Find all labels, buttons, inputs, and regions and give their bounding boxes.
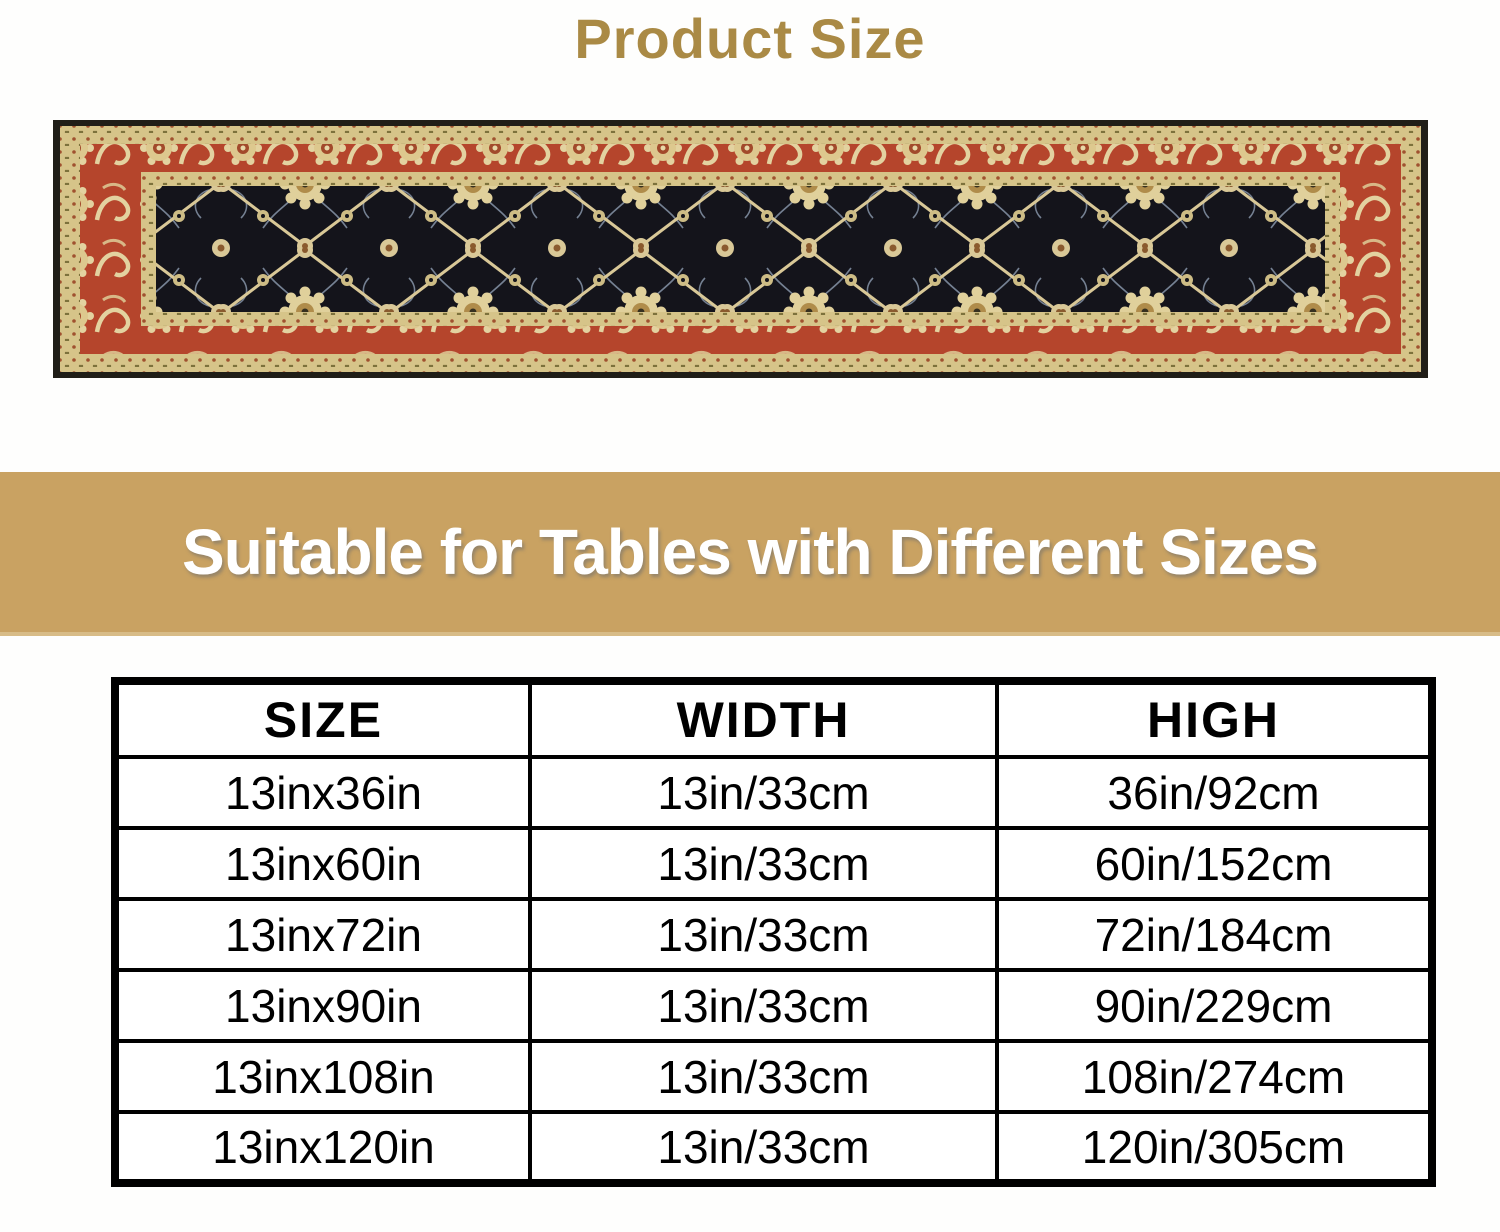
table-row: [115, 757, 1432, 828]
cell-width: 13in/33cm: [530, 970, 997, 1041]
cell-high: 72in/184cm: [997, 899, 1432, 970]
cell-size: 13inx108in: [115, 1041, 530, 1112]
size-table-header-row: [115, 681, 1432, 757]
banner-text: Suitable for Tables with Different Sizes: [182, 516, 1318, 588]
cell-high: 36in/92cm: [997, 757, 1432, 828]
table-row: [115, 899, 1432, 970]
cell-size: 13inx72in: [115, 899, 530, 970]
cell-size: 13inx36in: [115, 757, 530, 828]
cell-width: 13in/33cm: [530, 1112, 997, 1183]
header-size: SIZE: [115, 681, 530, 757]
table-row: [115, 1112, 1432, 1183]
cell-width: 13in/33cm: [530, 1041, 997, 1112]
product-image: [53, 120, 1428, 378]
cell-size: 13inx60in: [115, 828, 530, 899]
size-table: [111, 677, 1436, 1187]
table-row: [115, 970, 1432, 1041]
suitability-banner: [0, 472, 1500, 636]
table-row: [115, 1041, 1432, 1112]
table-row: [115, 828, 1432, 899]
cell-width: 13in/33cm: [530, 899, 997, 970]
cell-width: 13in/33cm: [530, 828, 997, 899]
cell-high: 108in/274cm: [997, 1041, 1432, 1112]
cell-width: 13in/33cm: [530, 757, 997, 828]
header-width: WIDTH: [530, 681, 997, 757]
rug-center-field: [156, 186, 1325, 312]
cell-high: 60in/152cm: [997, 828, 1432, 899]
header-high: HIGH: [997, 681, 1432, 757]
cell-high: 90in/229cm: [997, 970, 1432, 1041]
table-runner-graphic: [53, 120, 1428, 378]
page-title: Product Size: [574, 7, 926, 70]
cell-size: 13inx90in: [115, 970, 530, 1041]
cell-size: 13inx120in: [115, 1112, 530, 1183]
cell-high: 120in/305cm: [997, 1112, 1432, 1183]
